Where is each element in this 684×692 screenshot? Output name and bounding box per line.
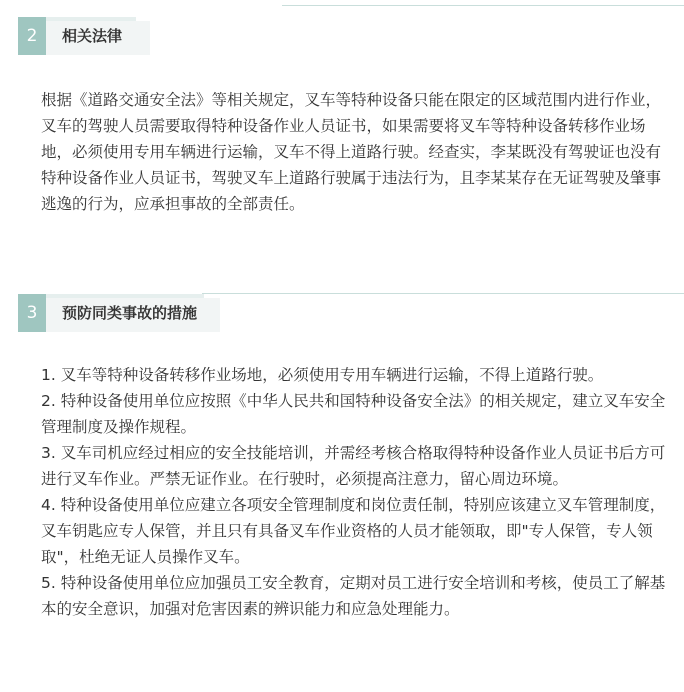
- section-number-badge: 2: [18, 17, 46, 55]
- top-divider: [282, 5, 684, 6]
- section-paragraph: 根据《道路交通安全法》等相关规定，叉车等特种设备只能在限定的区域范围内进行作业，叉车的驾驶人员需要取得特种设备作业人员证书，如果需要将叉车等特种设备转移作业场地，必须使用专用车辆进行运输，叉车不得上道路行驶。经查实，李某既没有驾驶证也没有特种设备作业人员证书，驾驶叉车上道路行驶属于违法行为，且李某某存在无证驾驶及肇事逃逸的行为，应承担事故的全部责任。: [41, 91, 662, 213]
- prevention-list: [41, 362, 667, 622]
- section-title: 预防同类事故的措施: [62, 304, 198, 322]
- section-number-badge: 3: [18, 294, 46, 332]
- list-item: 3. 叉车司机应经过相应的安全技能培训，并需经考核合格取得特种设备作业人员证书后方可进行叉车作业。严禁无证作业。在行驶时，必须提高注意力，留心周边环境。: [41, 444, 666, 488]
- list-item: 4. 特种设备使用单位应建立各项安全管理制度和岗位责任制，特别应该建立叉车管理制度，叉车钥匙应专人保管，并且只有具备叉车作业资格的人员才能领取，即"专人保管，专人领取"，杜绝无证人员操作叉车。: [41, 496, 666, 566]
- section-divider: [202, 293, 684, 294]
- list-item: 1. 叉车等特种设备转移作业场地，必须使用专用车辆进行运输，不得上道路行驶。: [41, 366, 604, 384]
- list-item: 2. 特种设备使用单位应按照《中华人民共和国特种设备安全法》的相关规定，建立叉车安全管理制度及操作规程。: [41, 392, 666, 436]
- list-item: 5. 特种设备使用单位应加强员工安全教育，定期对员工进行安全培训和考核，使员工了解基本的安全意识，加强对危害因素的辨识能力和应急处理能力。: [41, 574, 666, 618]
- section-title: 相关法律: [62, 27, 123, 45]
